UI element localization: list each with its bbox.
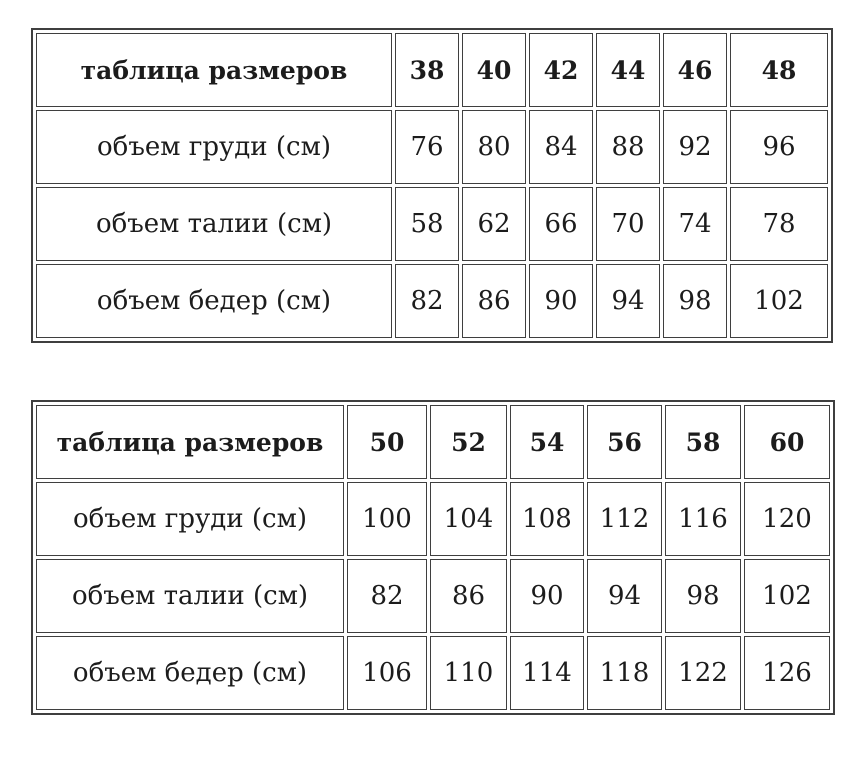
value-cell: 118 (587, 636, 662, 710)
waist-row (36, 559, 830, 633)
value-cell: 98 (665, 559, 741, 633)
value-cell: 102 (730, 264, 828, 338)
row-label-cell: объем бедер (см) (36, 264, 392, 338)
value-cell: 110 (430, 636, 507, 710)
value-cell: 86 (430, 559, 507, 633)
size-table-50-60 (31, 400, 835, 715)
size-header-cell: 38 (395, 33, 459, 107)
value-cell: 106 (347, 636, 427, 710)
value-cell: 82 (347, 559, 427, 633)
size-header-cell: 40 (462, 33, 526, 107)
row-label-cell: объем груди (см) (36, 110, 392, 184)
table-header-row (36, 405, 830, 479)
chest-row (36, 110, 828, 184)
size-header-cell: 52 (430, 405, 507, 479)
size-header-cell: 50 (347, 405, 427, 479)
value-cell: 62 (462, 187, 526, 261)
size-table-38-48 (31, 28, 833, 343)
table-title-cell: таблица размеров (36, 33, 392, 107)
value-cell: 76 (395, 110, 459, 184)
size-header-cell: 48 (730, 33, 828, 107)
size-header-cell: 54 (510, 405, 584, 479)
value-cell: 58 (395, 187, 459, 261)
value-cell: 84 (529, 110, 593, 184)
value-cell: 122 (665, 636, 741, 710)
value-cell: 70 (596, 187, 660, 261)
value-cell: 78 (730, 187, 828, 261)
value-cell: 94 (596, 264, 660, 338)
row-label-cell: объем талии (см) (36, 559, 344, 633)
value-cell: 108 (510, 482, 584, 556)
value-cell: 92 (663, 110, 727, 184)
value-cell: 90 (510, 559, 584, 633)
value-cell: 98 (663, 264, 727, 338)
size-header-cell: 46 (663, 33, 727, 107)
value-cell: 100 (347, 482, 427, 556)
hips-row (36, 636, 830, 710)
size-header-cell: 42 (529, 33, 593, 107)
size-header-cell: 56 (587, 405, 662, 479)
value-cell: 112 (587, 482, 662, 556)
value-cell: 102 (744, 559, 830, 633)
size-header-cell: 60 (744, 405, 830, 479)
table-title-cell: таблица размеров (36, 405, 344, 479)
value-cell: 88 (596, 110, 660, 184)
hips-row (36, 264, 828, 338)
row-label-cell: объем бедер (см) (36, 636, 344, 710)
value-cell: 80 (462, 110, 526, 184)
value-cell: 114 (510, 636, 584, 710)
size-header-cell: 44 (596, 33, 660, 107)
value-cell: 90 (529, 264, 593, 338)
value-cell: 74 (663, 187, 727, 261)
row-label-cell: объем груди (см) (36, 482, 344, 556)
size-header-cell: 58 (665, 405, 741, 479)
value-cell: 120 (744, 482, 830, 556)
chest-row (36, 482, 830, 556)
value-cell: 126 (744, 636, 830, 710)
row-label-cell: объем талии (см) (36, 187, 392, 261)
value-cell: 104 (430, 482, 507, 556)
value-cell: 94 (587, 559, 662, 633)
value-cell: 96 (730, 110, 828, 184)
value-cell: 86 (462, 264, 526, 338)
value-cell: 82 (395, 264, 459, 338)
table-header-row (36, 33, 828, 107)
value-cell: 66 (529, 187, 593, 261)
value-cell: 116 (665, 482, 741, 556)
waist-row (36, 187, 828, 261)
